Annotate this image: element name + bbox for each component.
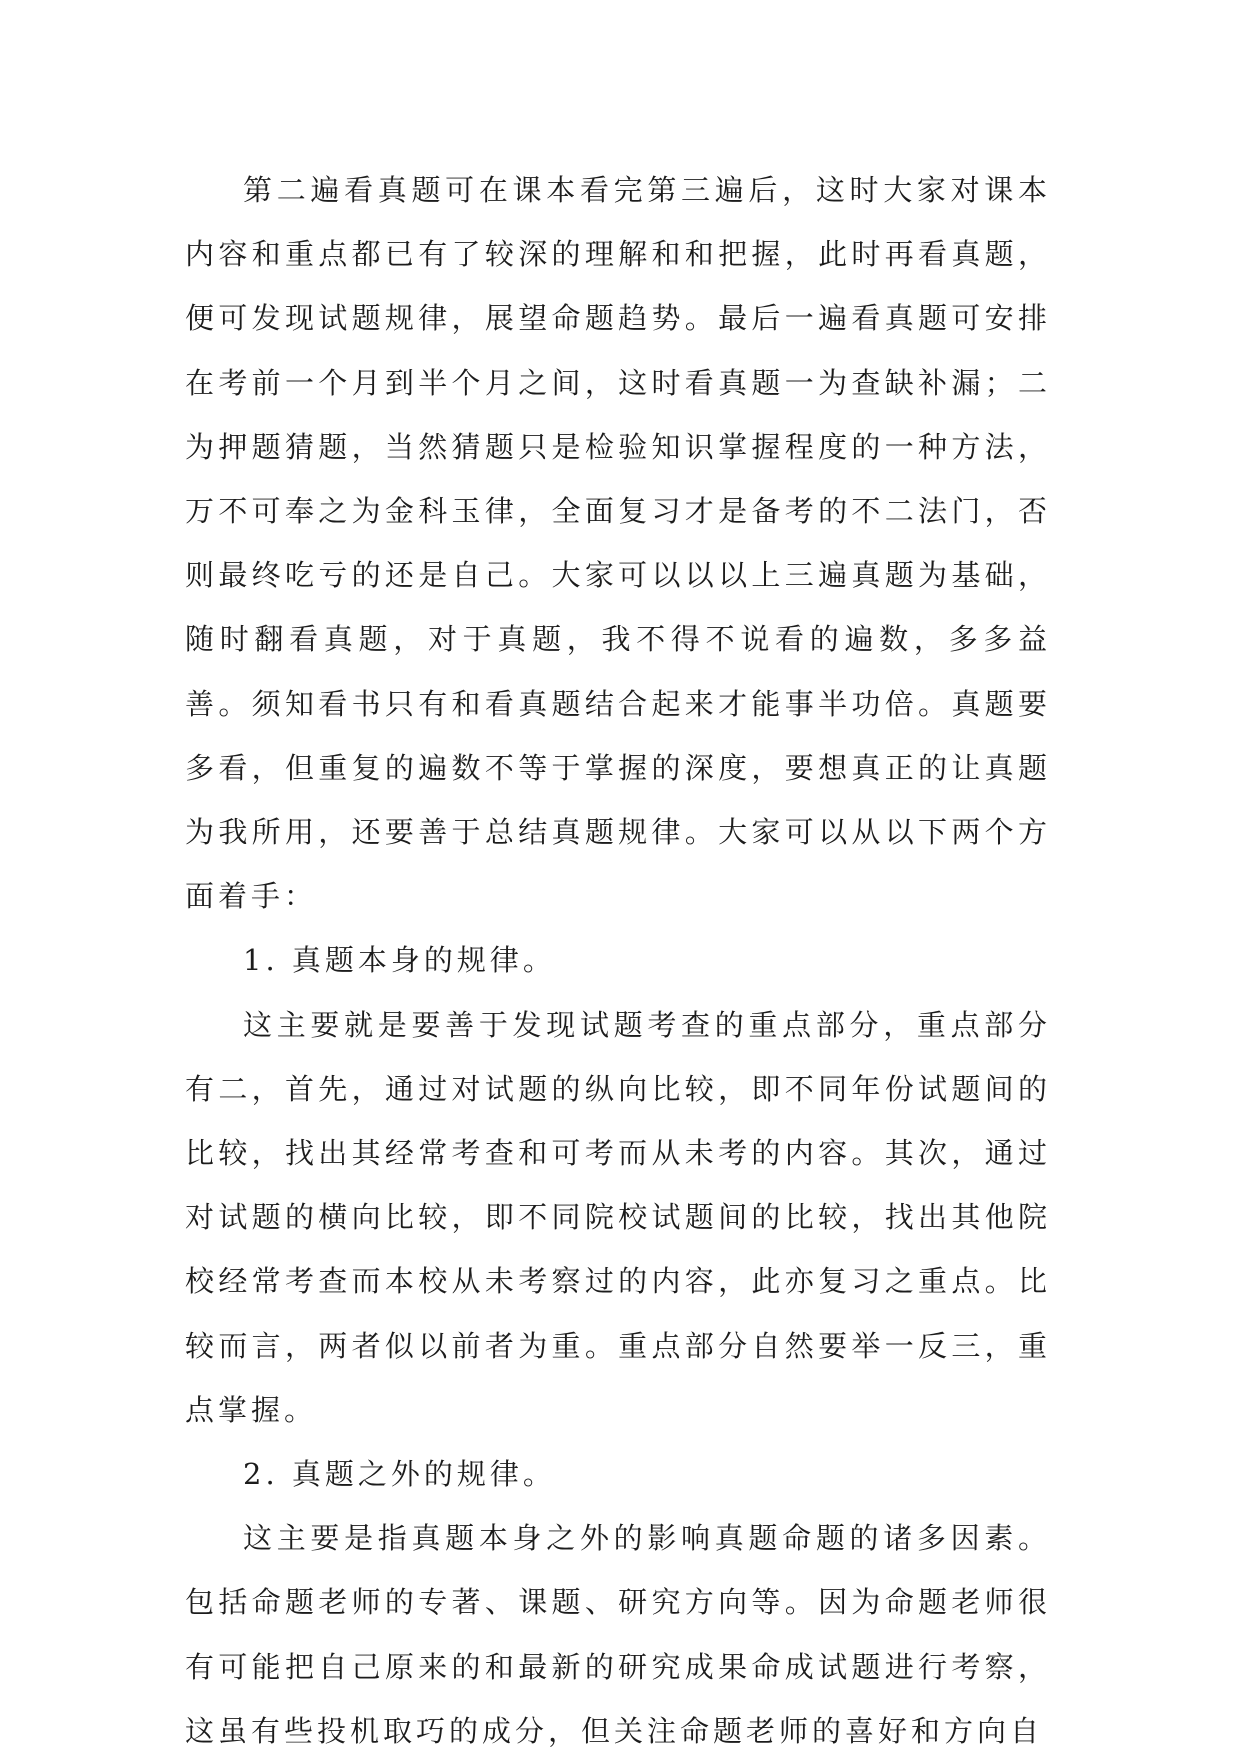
body-text <box>185 158 1051 1763</box>
paragraph-item-1: 这主要就是要善于发现试题考查的重点部分，重点部分有二，首先，通过对试题的纵向比较，即不同年份试题间的比较，找出其经常考查和可考而从未考的内容。其次，通过对试题的横向比较，即不同院校试题间的比较，找出其他院校经常考查而本校从未考察过的内容，此亦复习之重点。比较而言，两者似以前者为重。重点部分自然要举一反三，重点掌握。 <box>185 1007 1051 1427</box>
paragraph-item-2: 这主要是指真题本身之外的影响真题命题的诸多因素。包括命题老师的专著、课题、研究方向等。因为命题老师很有可能把自己原来的和最新的研究成果命成试题进行考察，这虽有些投机取巧的成分，但关注命题老师的喜好和方向自 <box>185 1521 1051 1748</box>
paragraph-review-timing: 第二遍看真题可在课本看完第三遍后，这时大家对课本内容和重点都已有了较深的理解和和把握，此时再看真题，便可发现试题规律，展望命题趋势。最后一遍看真题可安排在考前一个月到半个月之间，这时看真题一为查缺补漏；二为押题猜题，当然猜题只是检验知识掌握程度的一种方法，万不可奉之为金科玉律，全面复习才是备考的不二法门，否则最终吃亏的还是自己。大家可以以以上三遍真题为基础，随时翻看真题，对于真题，我不得不说看的遍数，多多益善。须知看书只有和看真题结合起来才能事半功倍。真题要多看，但重复的遍数不等于掌握的深度，要想真正的让真题为我所用，还要善于总结真题规律。大家可以从以下两个方面着手： <box>185 173 1051 914</box>
heading-item-1: 1. 真题本身的规律。 <box>243 943 556 978</box>
heading-item-2: 2. 真题之外的规律。 <box>243 1457 556 1492</box>
